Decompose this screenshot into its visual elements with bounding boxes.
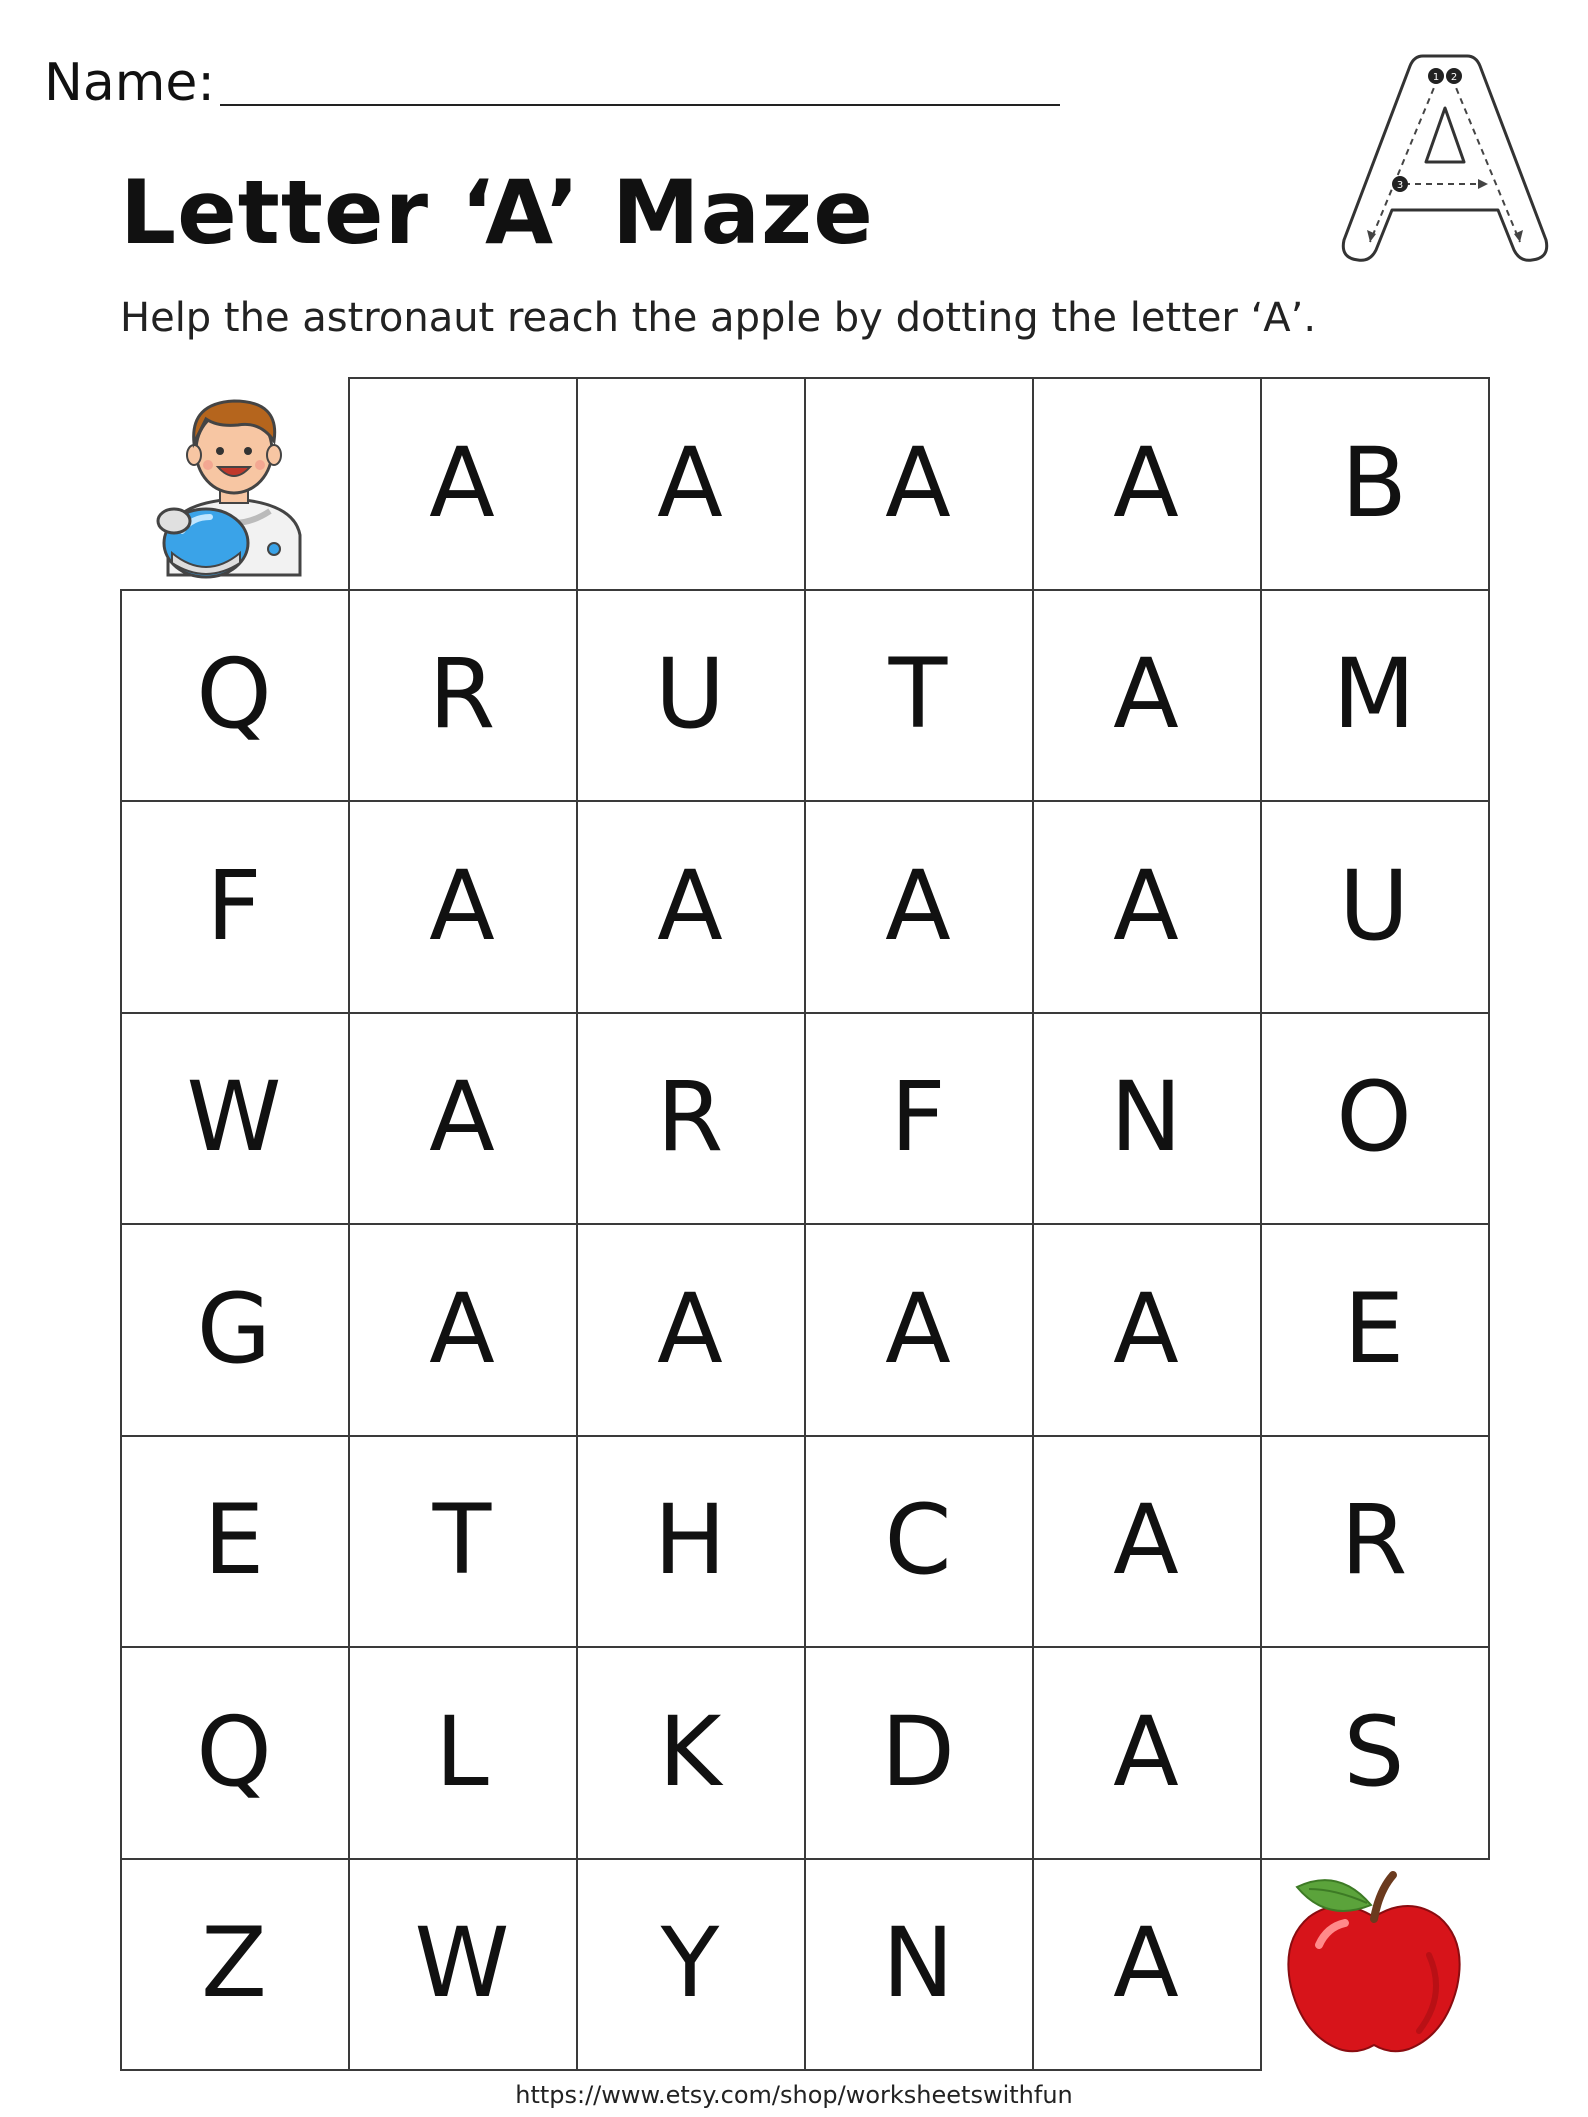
maze-cell[interactable]: A [1113, 1484, 1179, 1597]
grid-line [120, 2069, 1262, 2071]
maze-cell[interactable]: W [414, 1907, 510, 2020]
maze-cell[interactable]: A [657, 1272, 723, 1385]
maze-cell[interactable]: L [435, 1695, 489, 1808]
grid-line [1032, 377, 1034, 2071]
grid-line [804, 377, 806, 2071]
maze-cell[interactable]: A [429, 849, 495, 962]
grid-line [120, 589, 122, 2072]
maze-cell[interactable]: W [186, 1061, 282, 1174]
trace-step-3: 3 [1396, 180, 1404, 191]
maze-cell[interactable]: M [1332, 638, 1416, 751]
maze-cell[interactable]: O [1336, 1061, 1412, 1174]
maze-cell[interactable]: A [1113, 1907, 1179, 2020]
maze-cell[interactable]: U [654, 638, 726, 751]
name-label: Name: [44, 53, 215, 113]
maze-cell[interactable]: A [1113, 849, 1179, 962]
page-title: Letter ‘A’ Maze [120, 161, 874, 264]
grid-line [1488, 377, 1490, 1860]
maze-cell[interactable]: F [890, 1061, 946, 1174]
footer-url[interactable]: https://www.etsy.com/shop/worksheetswithfun [515, 2081, 1073, 2109]
maze-cell[interactable]: D [881, 1695, 955, 1808]
maze-cell[interactable]: A [1113, 1272, 1179, 1385]
maze-cell[interactable]: G [196, 1272, 272, 1385]
maze-cell[interactable]: A [429, 426, 495, 539]
maze-cell[interactable]: E [203, 1484, 265, 1597]
maze-cell[interactable]: T [888, 638, 948, 751]
maze-cell[interactable]: N [882, 1907, 954, 2020]
maze-cell[interactable]: R [1340, 1484, 1408, 1597]
maze-cell[interactable]: K [658, 1695, 722, 1808]
maze-cell[interactable]: R [428, 638, 496, 751]
maze-cell[interactable]: T [432, 1484, 492, 1597]
maze-cell[interactable]: A [885, 426, 951, 539]
name-input-line[interactable] [220, 104, 1060, 106]
maze-cell[interactable]: U [1338, 849, 1410, 962]
astronaut-icon [120, 377, 348, 589]
trace-step-2: 2 [1450, 72, 1458, 83]
maze-cell[interactable]: S [1343, 1695, 1405, 1808]
grid-line [1260, 377, 1262, 2071]
maze-cell[interactable]: B [1341, 426, 1407, 539]
maze-cell[interactable]: A [429, 1272, 495, 1385]
maze-cell[interactable]: C [884, 1484, 952, 1597]
maze-cell[interactable]: N [1110, 1061, 1182, 1174]
maze-cell[interactable]: A [1113, 426, 1179, 539]
maze-cell[interactable]: E [1343, 1272, 1405, 1385]
maze-cell[interactable]: A [885, 1272, 951, 1385]
maze-cell[interactable]: A [429, 1061, 495, 1174]
maze-cell[interactable]: A [1113, 1695, 1179, 1808]
letter-a-tracing-icon [1340, 44, 1550, 274]
maze-cell[interactable]: H [653, 1484, 727, 1597]
apple-icon [1260, 1858, 1488, 2070]
grid-line [576, 377, 578, 2071]
maze-grid [120, 377, 1488, 2069]
maze-cell[interactable]: F [206, 849, 262, 962]
maze-cell[interactable]: A [657, 426, 723, 539]
maze-cell[interactable]: Q [196, 638, 272, 751]
maze-cell[interactable]: R [656, 1061, 724, 1174]
trace-step-1: 1 [1432, 72, 1440, 83]
grid-line [348, 377, 350, 2071]
maze-cell[interactable]: A [1113, 638, 1179, 751]
maze-cell[interactable]: A [657, 849, 723, 962]
maze-cell[interactable]: Z [201, 1907, 267, 2020]
grid-line [348, 377, 1490, 379]
maze-cell[interactable]: A [885, 849, 951, 962]
maze-cell[interactable]: Q [196, 1695, 272, 1808]
instructions: Help the astronaut reach the apple by dotting the letter ‘A’. [120, 295, 1317, 341]
maze-cell[interactable]: Y [660, 1907, 720, 2020]
name-row [44, 48, 1084, 118]
